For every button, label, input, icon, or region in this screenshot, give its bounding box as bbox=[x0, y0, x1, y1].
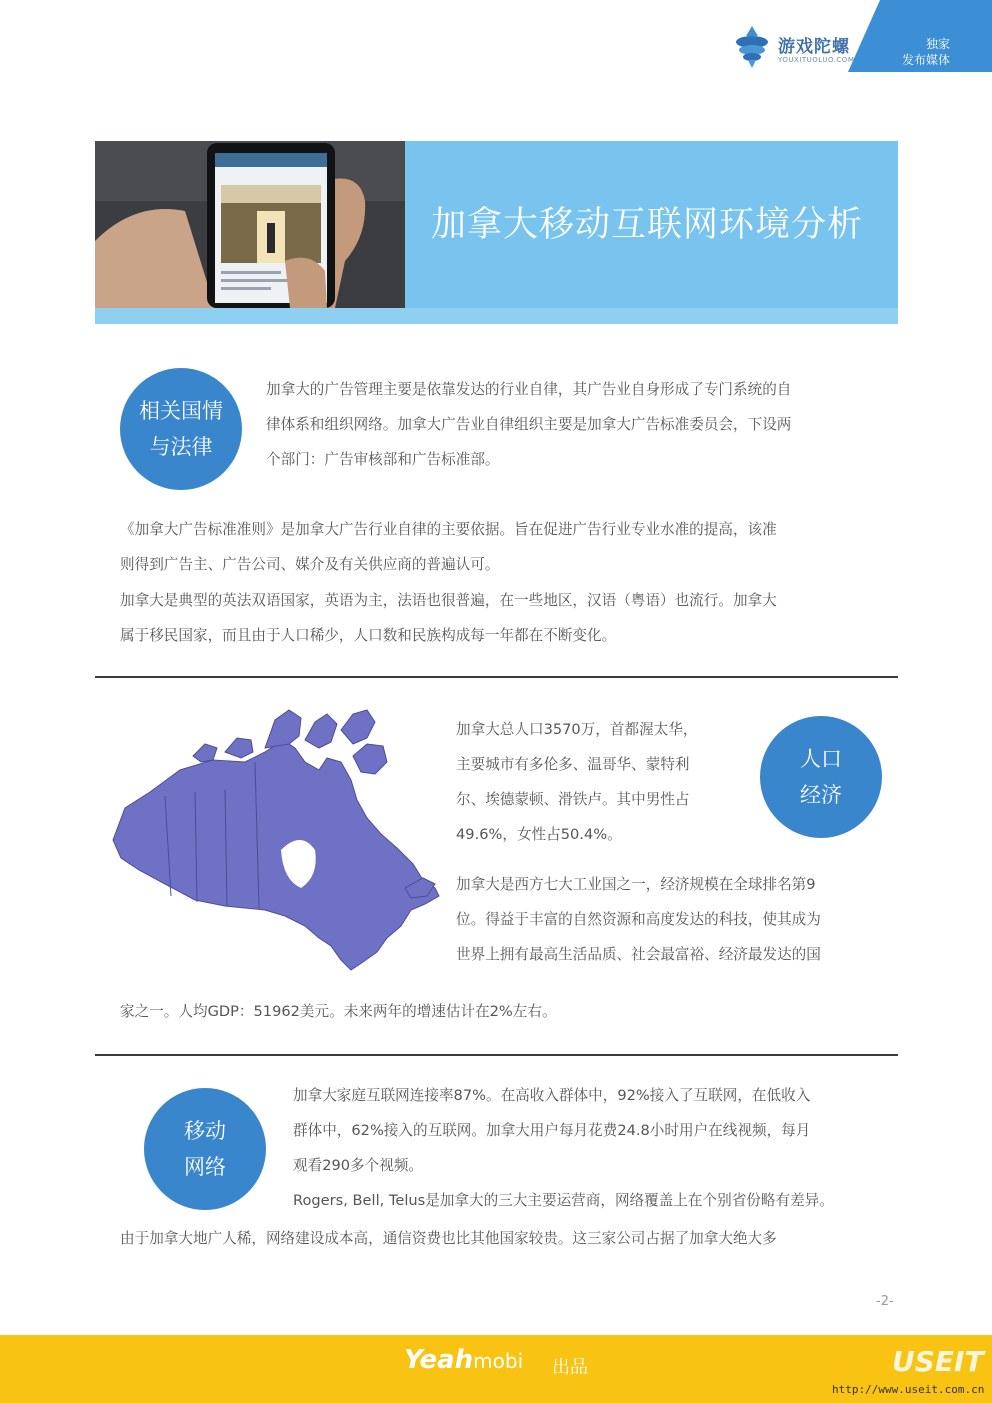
canada-map bbox=[105, 700, 445, 980]
text-line: 加拿大家庭互联网连接率87%。在高收入群体中，92%接入了互联网，在低收入 bbox=[293, 1087, 811, 1104]
yeahmobi-logo[interactable] bbox=[404, 1345, 523, 1375]
text-line: 加拿大总人口3570万，首都渥太华， bbox=[456, 721, 698, 738]
section-badge-population bbox=[760, 716, 882, 838]
text-line: 世界上拥有最高生活品质、社会最富裕、经济最发达的国 bbox=[456, 946, 821, 963]
text-line: 主要城市有多伦多、温哥华、蒙特利 bbox=[456, 756, 690, 773]
watermark-url: http://www.useit.com.cn bbox=[832, 1383, 985, 1396]
text-line: 个部门：广告审核部和广告标准部。 bbox=[266, 451, 500, 468]
banner-title: 加拿大移动互联网环境分析 bbox=[431, 205, 864, 245]
brand-light: mobi bbox=[473, 1349, 524, 1373]
economy-paragraph bbox=[456, 867, 886, 972]
text-line: 加拿大是西方七大工业国之一，经济规模在全球排名第9 bbox=[456, 876, 816, 893]
text-line: 尔、埃德蒙顿、滑铁卢。其中男性占 bbox=[456, 791, 690, 808]
badge-line-1: 相关国情 bbox=[139, 399, 223, 423]
text-line: 位。得益于丰富的自然资源和高度发达的科技，使其成为 bbox=[456, 911, 821, 928]
hero-banner bbox=[95, 141, 898, 324]
badge-line-2: 与法律 bbox=[149, 435, 213, 459]
text-line: 群体中，62%接入的互联网。加拿大用户每月花费24.8小时用户在线视频，每月 bbox=[293, 1122, 811, 1139]
page-number: -2- bbox=[876, 1294, 894, 1309]
badge-line-1: 移动 bbox=[184, 1119, 226, 1143]
badge-line-2: 发布媒体 bbox=[901, 53, 950, 67]
text-line: 《加拿大广告标准准则》是加拿大广告行业自律的主要依据。旨在促进广告行业专业水准的提高，该准 bbox=[120, 521, 777, 538]
brand-bold: Yeah bbox=[404, 1345, 474, 1375]
text-line: 则得到广告主、广告公司、媒介及有关供应商的普遍认可。 bbox=[120, 556, 500, 573]
phone-in-hand-photo bbox=[95, 141, 405, 308]
badge-line-2: 经济 bbox=[800, 783, 842, 807]
useit-watermark: USEIT bbox=[892, 1345, 984, 1378]
produced-by-label: 出品 bbox=[552, 1357, 588, 1378]
internet-paragraph bbox=[293, 1078, 893, 1183]
ad-standards-paragraph bbox=[120, 512, 890, 582]
badge-text bbox=[902, 36, 950, 68]
text-line: 49.6%，女性占50.4%。 bbox=[456, 826, 622, 843]
ad-regulation-intro bbox=[266, 372, 876, 477]
section-divider bbox=[95, 676, 898, 678]
site-logo[interactable] bbox=[732, 20, 855, 76]
banner-strip bbox=[95, 308, 898, 324]
section-badge-laws bbox=[120, 368, 242, 490]
badge-line-1: 人口 bbox=[800, 747, 842, 771]
carriers-line: Rogers, Bell, Telus是加拿大的三大主要运营商，网络覆盖上在个别省份略有差异。 bbox=[293, 1192, 834, 1209]
section-badge-mobile-network bbox=[144, 1088, 266, 1210]
cost-line: 由于加拿大地广人稀，网络建设成本高，通信资费也比其他国家较贵。这三家公司占据了加拿大绝大多 bbox=[120, 1230, 777, 1247]
section-divider bbox=[95, 1054, 898, 1056]
economy-tail: 家之一。人均GDP：51962美元。未来两年的增速估计在2%左右。 bbox=[120, 1003, 557, 1020]
text-line: 加拿大是典型的英法双语国家，英语为主，法语也很普遍，在一些地区，汉语（粤语）也流行。加拿大 bbox=[120, 592, 777, 609]
logo-title: 游戏陀螺 bbox=[778, 37, 850, 57]
language-paragraph bbox=[120, 583, 890, 653]
footer-bar bbox=[0, 1335, 992, 1403]
text-line: 律体系和组织网络。加拿大广告业自律组织主要是加拿大广告标准委员会，下设两 bbox=[266, 416, 792, 433]
population-paragraph bbox=[456, 712, 756, 852]
spinning-top-icon bbox=[732, 24, 772, 70]
badge-line-1: 独家 bbox=[925, 37, 950, 51]
text-line: 属于移民国家，而且由于人口稀少，人口数和民族构成每一年都在不断变化。 bbox=[120, 627, 617, 644]
text-line: 加拿大的广告管理主要是依靠发达的行业自律，其广告业自身形成了专门系统的自 bbox=[266, 381, 792, 398]
badge-line-2: 网络 bbox=[184, 1155, 226, 1179]
text-line: 观看290多个视频。 bbox=[293, 1157, 424, 1174]
logo-subtitle: YOUXITUOLUO.COM bbox=[778, 56, 855, 64]
